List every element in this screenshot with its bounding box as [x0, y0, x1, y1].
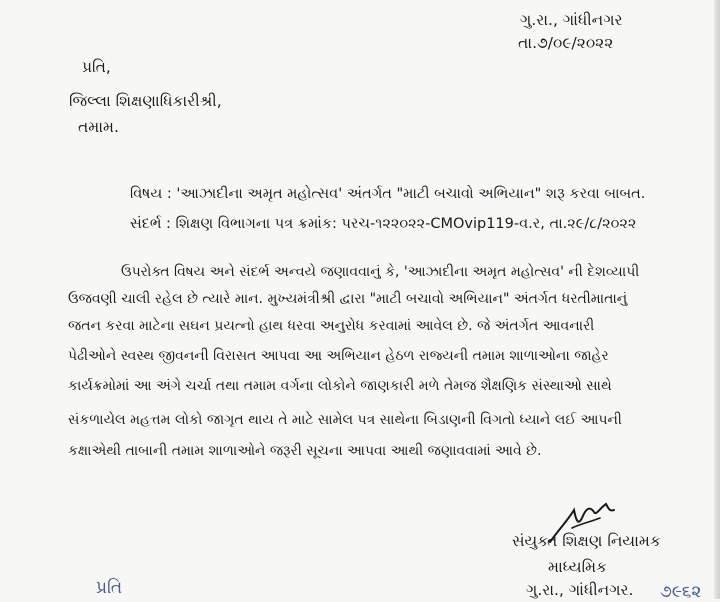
body-line: પેઢીઓને સ્વસ્થ જીવનની વિરાસત આપવા આ અભિયાન હેઠળ રાજ્યની તમામ શાળાઓના જાહેર: [68, 348, 609, 364]
address-to: પ્રતિ,: [82, 58, 111, 76]
letter-subject: વિષય : 'આઝાદીના અમૃત મહોત્સવ' અંતર્ગત "માટી બચાવો અભિયાન" શરૂ કરવા બાબત.: [130, 186, 646, 202]
body-line: જતન કરવા માટેના સઘન પ્રયત્નો હાથ ધરવા અનુરોધ કરવામાં આવેલ છે. જે અંતર્ગત આવનારી: [68, 318, 595, 334]
signatory-dept: માધ્યમિક: [548, 558, 607, 576]
body-line: ઉજવણી ચાલી રહેલ છે ત્યારે માન. મુખ્યમંત્રીશ્રી દ્વારા "માટી બચાવો અભિયાન" અંતર્ગત ધરતીમાતાનું: [68, 291, 628, 307]
signatory-title: સંયુક્ત શિક્ષણ નિયામક: [512, 532, 661, 550]
page-edge-shadow: [714, 0, 720, 599]
body-line: ઉપરોક્ત વિષય અને સંદર્ભ અન્વયે જણાવવાનું કે, 'આઝાદીના અમૃત મહોત્સવ' ની દેશવ્યાપી: [121, 264, 640, 280]
signatory-place: ગુ.રા., ગાંધીનગર.: [526, 581, 634, 599]
bottom-right-handwriting: ૭૯૬૨: [660, 582, 702, 602]
body-line: સંકળાયેલ મહત્તમ લોકો જાગૃત થાય તે માટે સામેલ પત્ર સાથેના બિડાણની વિગતો ધ્યાને લઈ આપની: [68, 412, 622, 428]
letter-date: તા.૭/૦૯/૨૦૨૨: [518, 34, 614, 52]
letter-reference: સંદર્ભ : શિક્ષણ વિભાગના પત્ર ક્રમાંક: પરચ-૧૨૨૦૨૨-CMOvip119-વ.ર, તા.૨૯/૮/૨૦૨૨: [130, 216, 637, 232]
body-line: કક્ષાએથી તાબાની તમામ શાળાઓને જરૂરી સૂચના આપવા આથી જણાવવામાં આવે છે.: [68, 443, 542, 459]
bottom-left-handwriting: પ્રતિ: [96, 578, 123, 598]
address-recipient: જિલ્લા શિક્ષણાધિકારીશ્રી,: [69, 92, 222, 110]
body-line: કાર્યક્રમોમાં આ અંગે ચર્ચા તથા તમામ વર્ગના લોકોને જાણકારી મળે તેમજ શૈક્ષણિક સંસ્થાઓ સાથે: [68, 378, 612, 394]
issuing-place: ગુ.રા., ગાંધીનગર: [520, 11, 623, 29]
address-all: તમામ.: [78, 118, 119, 136]
